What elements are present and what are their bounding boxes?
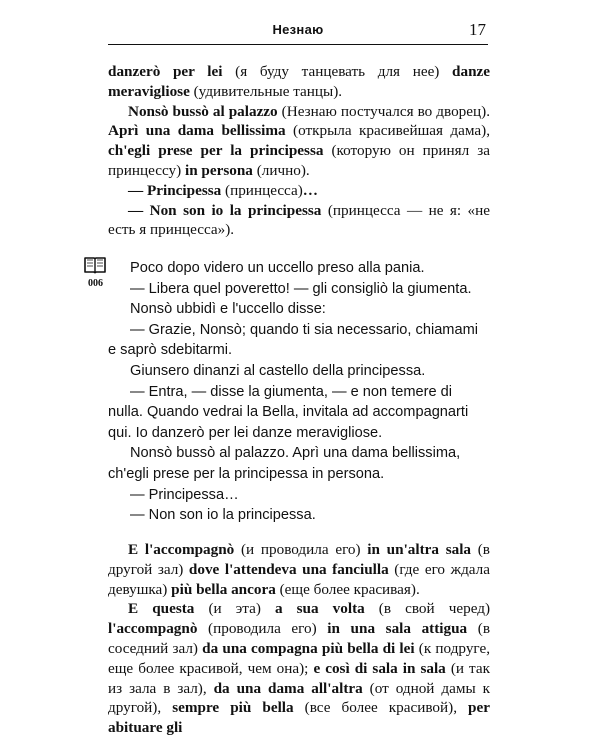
russian-gloss: (я буду танцевать для нее) [222,63,453,80]
annotated-paragraph-3 [108,181,490,201]
bold-italian-phrase: Aprì una dama bellissima [108,122,286,140]
italian-paragraph: — Grazie, Nonsò; quando ti sia necessario, chiamami e saprò sdebitarmi. [108,321,478,359]
bold-italian-phrase: a sua volta [274,600,365,618]
audio-track-number: 006 [88,278,103,289]
russian-gloss: (и проводила его) [234,541,368,558]
annotated-text-top [108,62,490,240]
russian-gloss: (где его ждала девушка) [108,560,490,598]
russian-gloss: (в другой зал) [108,541,490,578]
russian-gloss: (в свой черед) [364,600,491,618]
bold-italian-phrase: danze meravigliose [108,63,490,100]
annotated-paragraph-1 [108,62,490,102]
russian-gloss: (проводила его) [197,620,328,638]
running-header [108,20,488,44]
russian-gloss: (к подруге, еще более красивой, чем она); [108,639,490,677]
russian-gloss: (еще более красивая). [275,580,420,598]
bold-italian-phrase: E l'accompagnò [128,541,235,558]
bold-italian-phrase: Nonsò bussò al palazzo [128,102,278,120]
annotated-paragraph-5 [108,540,490,599]
italian-paragraph: Nonsò bussò al palazzo. Aprì una dama bellissima, ch'egli prese per la principessa in persona. [108,445,461,482]
bold-italian-phrase: in un'altra sala [367,541,472,558]
bold-italian-phrase: — Principessa [128,181,222,199]
russian-gloss: (от одной дамы к другой), [108,679,490,717]
russian-gloss: (и эта) [194,600,275,618]
bold-italian-phrase: da una dama all'altra [213,679,363,697]
russian-gloss: (и так из зала в зал), [108,659,490,697]
russian-gloss: (в соседний зал) [108,620,490,657]
page-number: 17 [469,20,486,39]
bold-italian-phrase: in una sala attigua [327,620,468,638]
italian-paragraph: — Libera quel poveretto! — gli consigliò la giumenta. [130,280,472,297]
bold-italian-phrase: più bella ancora [171,580,276,598]
header-title: Незнаю [272,22,324,37]
russian-gloss: (удивительные танцы). [189,82,343,100]
russian-gloss: (Незнаю постучался во дворец). [277,102,490,120]
annotated-paragraph-2 [108,102,490,181]
header-rule [108,44,488,45]
russian-gloss: (которую он принял за принцессу) [108,142,490,179]
italian-paragraph: Nonsò ubbidì e l'uccello disse: [130,301,326,318]
bold-italian-phrase: sempre più bella [172,699,294,717]
russian-gloss: (принцесса — не я: «не есть я принцесса»). [108,201,490,239]
russian-gloss: (принцесса) [221,181,303,199]
russian-gloss: (все более красивой), [293,699,469,717]
bold-italian-phrase: l'accompagnò [108,620,198,638]
russian-gloss: (открыла красивейшая дама), [285,122,491,140]
bold-italian-phrase: in persona [184,161,253,179]
bold-italian-phrase: danzerò per lei [108,63,223,80]
russian-gloss: (лично). [252,161,310,179]
bold-italian-phrase: dove l'attendeva una fanciulla [188,560,389,578]
bold-italian-phrase: per abituare gli [108,699,490,737]
bold-italian-phrase: E questa [128,600,195,618]
italian-paragraph: — Non son io la principessa. [130,507,316,524]
italian-paragraph: — Principessa… [130,486,239,503]
bold-italian-phrase: ch'egli prese per la principessa [108,142,324,160]
annotated-text-bottom [108,540,490,738]
bold-italian-phrase: da una compagna più bella di lei [202,639,415,657]
annotated-paragraph-4 [108,201,490,241]
book-icon [84,256,106,274]
italian-text [108,258,490,526]
annotated-paragraph-6 [108,599,490,738]
italian-paragraph: Poco dopo videro un uccello preso alla pania. [130,260,425,276]
bold-italian-phrase: — Non son io la principessa [128,201,322,219]
bold-italian-phrase: e così di sala in sala [313,659,446,677]
italian-paragraph: Giunsero dinanzi al castello della principessa. [130,362,426,379]
italian-paragraph: — Entra, — disse la giumenta, — e non temere di nulla. Quando vedrai la Bella, invitala ad accompagnarti qui. Io danzerò per lei danze meravigliose. [108,383,469,441]
bold-italian-phrase: … [302,181,318,199]
